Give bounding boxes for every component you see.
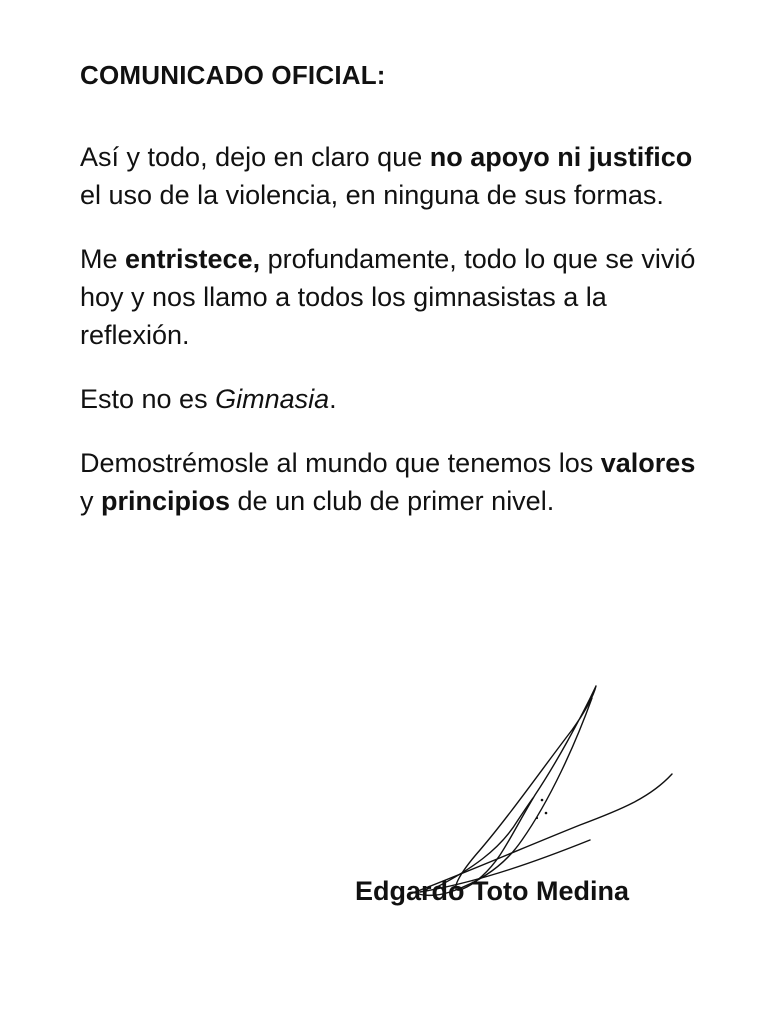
text-segment: Demostrémosle al mundo que tenemos los	[80, 448, 601, 478]
text-segment: profundamente, todo lo que se vivió hoy y nos llamo a todos los gimnasistas a la reflexión.	[80, 244, 696, 350]
bold-text: principios	[101, 486, 231, 516]
paragraph	[80, 380, 700, 418]
paragraph	[80, 240, 700, 354]
text-segment: Esto no es	[80, 384, 216, 414]
text-segment: el uso de la violencia, en ninguna de sus formas.	[80, 180, 664, 210]
bold-text: no apoyo ni justifico	[429, 142, 693, 172]
text-segment: Así y todo, dejo en claro que	[80, 142, 430, 172]
bold-text: entristece,	[125, 244, 261, 274]
paragraph	[80, 138, 700, 214]
text-segment: y	[80, 486, 102, 516]
italic-text: Gimnasia	[215, 384, 330, 414]
paragraph	[80, 444, 700, 520]
document-title: COMUNICADO OFICIAL:	[80, 60, 386, 90]
signer-name: Edgardo Toto Medina	[355, 876, 629, 906]
text-segment: de un club de primer nivel.	[230, 486, 555, 516]
text-segment: .	[329, 384, 337, 414]
document-body	[80, 138, 700, 546]
bold-text: valores	[600, 448, 696, 478]
text-segment: Me	[80, 244, 126, 274]
